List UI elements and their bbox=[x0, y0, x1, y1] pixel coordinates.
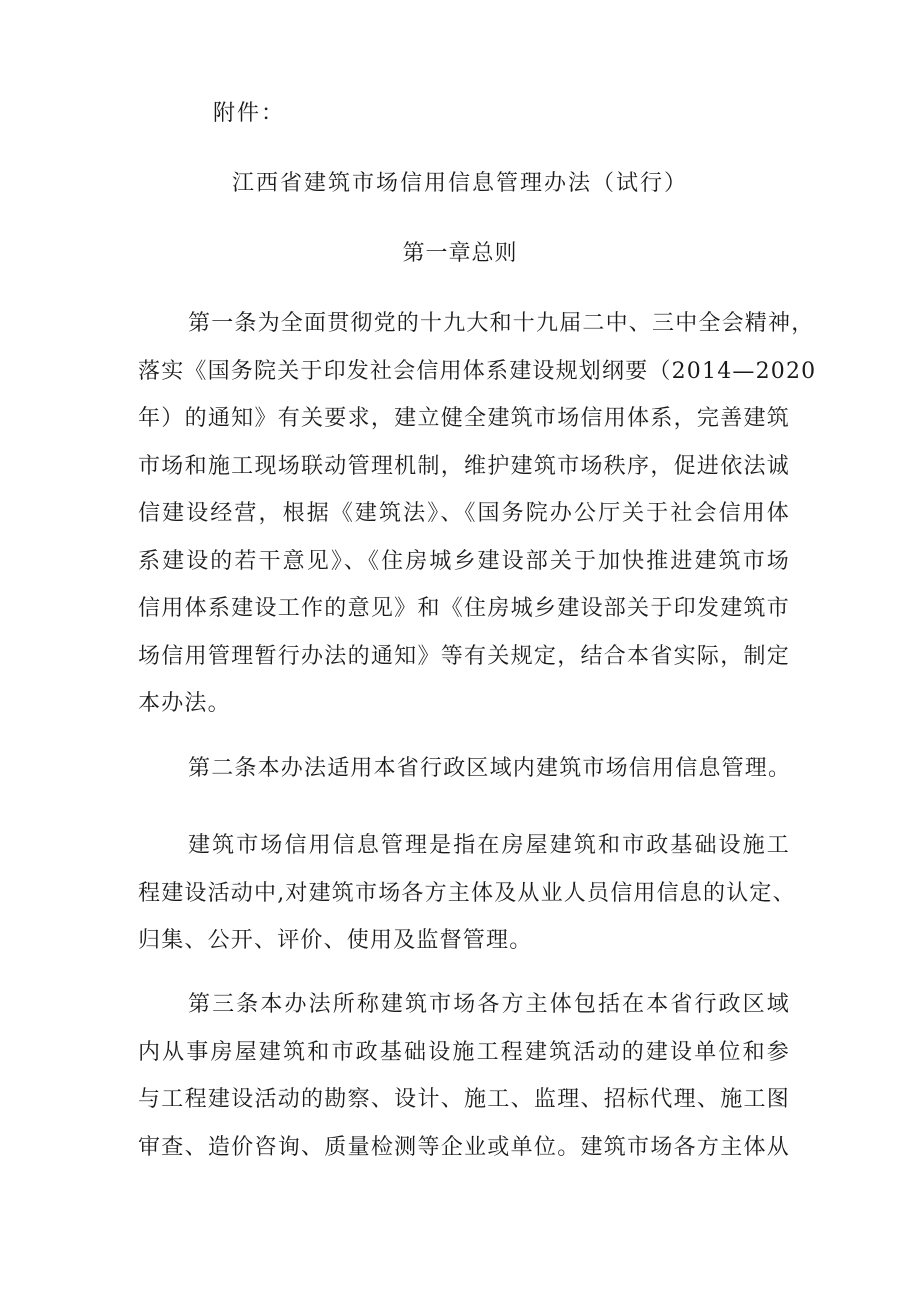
chapter-heading: 第一章总则 bbox=[402, 241, 518, 266]
paragraph-line: 年）的通知》有关要求，建立健全建筑市场信用体系，完善建筑 bbox=[138, 406, 790, 431]
paragraph-line: 系建设的若干意见》、《住房城乡建设部关于加快推进建筑市场 bbox=[138, 548, 790, 574]
paragraph-line: 归集、公开、评价、使用及监督管理。 bbox=[138, 928, 533, 953]
paragraph-line: 程建设活动中,对建筑市场各方主体及从业人员信用信息的认定、 bbox=[138, 880, 796, 906]
paragraph-line: 审查、造价咨询、质量检测等企业或单位。建筑市场各方主体从 bbox=[138, 1134, 790, 1160]
paragraph-line: 第二条本办法适用本省行政区域内建筑市场信用信息管理。 bbox=[188, 756, 792, 781]
paragraph-line: 第一条为全面贯彻党的十九大和十九届二中、三中全会精神， bbox=[188, 311, 815, 336]
paragraph-line: 内从事房屋建筑和市政基础设施工程建筑活动的建设单位和参 bbox=[138, 1039, 790, 1065]
paragraph-line: 信用体系建设工作的意见》和《住房城乡建设部关于印发建筑市 bbox=[138, 596, 790, 621]
document-title: 江西省建筑市场信用信息管理办法（试行） bbox=[231, 171, 688, 196]
paragraph-line: 与工程建设活动的勘察、设计、施工、监理、招标代理、施工图 bbox=[138, 1087, 790, 1112]
paragraph-line: 信建设经营，根据《建筑法》、《国务院办公厅关于社会信用体 bbox=[138, 501, 790, 526]
article-1-paragraph bbox=[138, 300, 817, 728]
paragraph-line: 落实《国务院关于印发社会信用体系建设规划纲要（2014—2020 bbox=[138, 358, 817, 384]
article-2-paragraph bbox=[138, 745, 790, 793]
paragraph-line: 市场和施工现场联动管理机制，维护建筑市场秩序，促进依法诚 bbox=[138, 453, 790, 479]
paragraph-line: 本办法。 bbox=[138, 691, 231, 716]
paragraph-line: 场信用管理暂行办法的通知》等有关规定，结合本省实际，制定 bbox=[138, 643, 790, 669]
article-3-paragraph bbox=[138, 981, 790, 1171]
definition-paragraph bbox=[138, 822, 796, 965]
paragraph-line: 建筑市场信用信息管理是指在房屋建筑和市政基础设施工 bbox=[188, 833, 790, 858]
attachment-label: 附件： bbox=[213, 101, 286, 126]
paragraph-line: 第三条本办法所称建筑市场各方主体包括在本省行政区域 bbox=[188, 992, 790, 1017]
